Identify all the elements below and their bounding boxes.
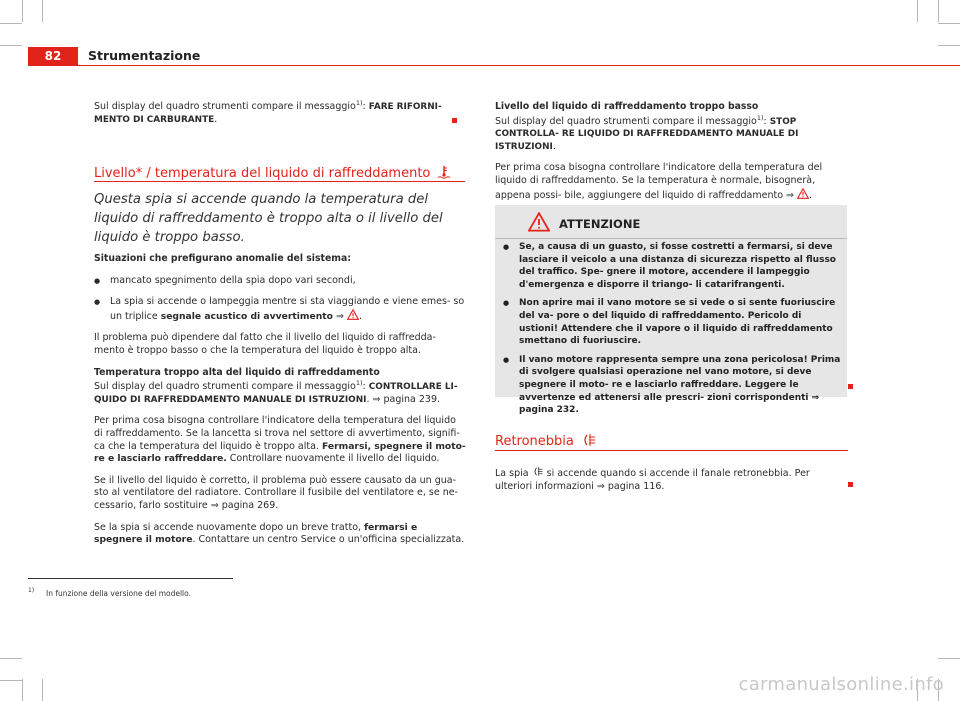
paragraph: Sul display del quadro strumenti compare il messaggio$^{1)}$: STOP CONTROLLA- RE LIQUIDO DI RAFFREDDAMENTO MANUALE DI ISTRUZIONI. [495,113,799,152]
warning-item: ● Il vano motore rappresenta sempre una zona pericolosa! Prima di svolgere qualsiasi operazione nel vano motore, si deve spegnere il moto- re e lasciarlo raffreddare. Leggere le avvertenze ed attenersi alle prescri- zioni corrispondenti ⇒ pagina 232. [503,354,843,417]
end-marker [452,118,457,123]
warning-header [495,205,847,239]
warning-body [503,241,843,423]
paragraph: Sul display del quadro strumenti compare il messaggio$^{1)}$: CONTROLLARE LI- QUIDO DI RAFFREDDAMENTO MANUALE DI ISTRUZIONI. ⇒ pagina 239. [94,379,458,405]
subheading-low-level: Livello del liquido di raffreddamento troppo basso [495,101,759,112]
warning-title: ATTENZIONE [559,217,641,231]
footnote-mark: 1) [28,587,35,594]
rear-fog-light-icon [581,433,597,447]
warning-item: ● Non aprire mai il vano motore se si vede o si sente fuoriuscire del va- pore o del liquido di raffreddamento. Pericolo di ustioni! Attendere che il vapore o il liquido di raffreddamento smettano di fuoriuscire. [503,297,843,347]
footnote-ref: 1) [355,98,363,107]
footnote-text: In funzione della versione del modello. [46,589,191,598]
left-body [94,253,466,556]
warning-triangle-icon [347,309,359,320]
crop-mark [938,0,939,22]
end-marker [848,482,853,487]
paragraph: Se il livello del liquido è corretto, il problema può essere causato da un gua- sto al ventilatore del radiatore. Controllare il fusibile del ventilatore e, se ne- cessario, farlo sostituire ⇒ pagina 269. [94,474,458,511]
crop-mark [22,0,23,22]
list-item: ● mancato spegnimento della spia dopo vari secondi, [94,275,466,288]
end-marker [848,384,853,389]
crop-mark [0,680,22,681]
warning-triangle-icon [528,212,550,232]
header-rule [28,65,960,66]
section-rule [94,181,465,182]
intro-paragraph: Sul display del quadro strumenti compare il messaggio$^{1)}$: FARE RIFORNI- MENTO DI CARBURANTE. [94,98,442,125]
footnote-rule [28,578,233,579]
crop-mark [0,23,22,24]
rear-fog-light-icon [532,466,544,477]
section-title-fog: Retronebbia [495,433,597,450]
warning-item: ● Se, a causa di un guasto, si fosse costretti a fermarsi, si deve lasciare il veicolo a una distanza di sicurezza rispetto al flusso del traffico. Spe- gnere il motore, accendere il lampeggio d'emergenza e disporre il triango- li catarifrangenti. [503,241,843,291]
crop-mark [938,658,960,659]
paragraph: Per prima cosa bisogna controllare l'indicatore della temperatura del liquido di raffreddamento. Se la lancetta si trova nel settore di avvertimento, signifi- ca che la temperatura del liquido è troppo alta. Fermarsi, spegnere il moto- re e lasciarlo raffreddare. Controllare nuovamente il livello del liquido. [94,415,466,465]
section-rule [495,450,848,451]
subheading-high-temp: Temperatura troppo alta del liquido di raffreddamento [94,366,380,378]
warning-divider [495,238,847,239]
warning-triangle-icon [797,188,809,199]
right-body [495,101,850,211]
watermark: carmanualsonline.info [738,674,944,695]
fog-paragraph: La spia si accende quando si accende il fanale retronebbia. Per ulteriori informazioni ⇒ pagina 116. [495,468,810,492]
section-title-coolant: Livello* / temperatura del liquido di raffreddamento [94,165,451,182]
crop-mark [0,658,22,659]
crop-mark [0,45,22,46]
paragraph: Il problema può dipendere dal fatto che il livello del liquido di raffredda- mento è troppo basso o che la temperatura del liquido è troppo alta. [94,332,436,356]
crop-mark [42,0,43,22]
warning-box [495,205,847,416]
crop-mark [938,23,960,24]
paragraph: Per prima cosa bisogna controllare l'indicatore della temperatura del liquido di raffreddamento. Se la temperatura è normale, bisognerà, appena possi- bile, aggiungere del liquido di raffreddamento ⇒ . [495,162,823,201]
crop-mark [938,45,960,46]
subheading-anomalies: Situazioni che prefigurano anomalie del sistema: [94,253,351,264]
lead-paragraph: Questa spia si accende quando la temperatura del liquido di raffreddamento è troppo alta o il livello del liquido è troppo basso. [94,192,443,245]
page-title: Strumentazione [88,48,201,63]
coolant-temperature-icon [437,165,451,179]
crop-mark [22,679,23,701]
paragraph: Se la spia si accende nuovamente dopo un breve tratto, fermarsi e spegnere il motore. Contattare un centro Service o un'officina specializzata. [94,521,465,546]
page-number: 82 [28,47,78,65]
list-item: ● La spia si accende o lampeggia mentre si sta viaggiando e viene emes- so un triplice segnale acustico di avvertimento ⇒ . [94,296,466,323]
crop-mark [42,679,43,701]
crop-mark [917,0,918,22]
